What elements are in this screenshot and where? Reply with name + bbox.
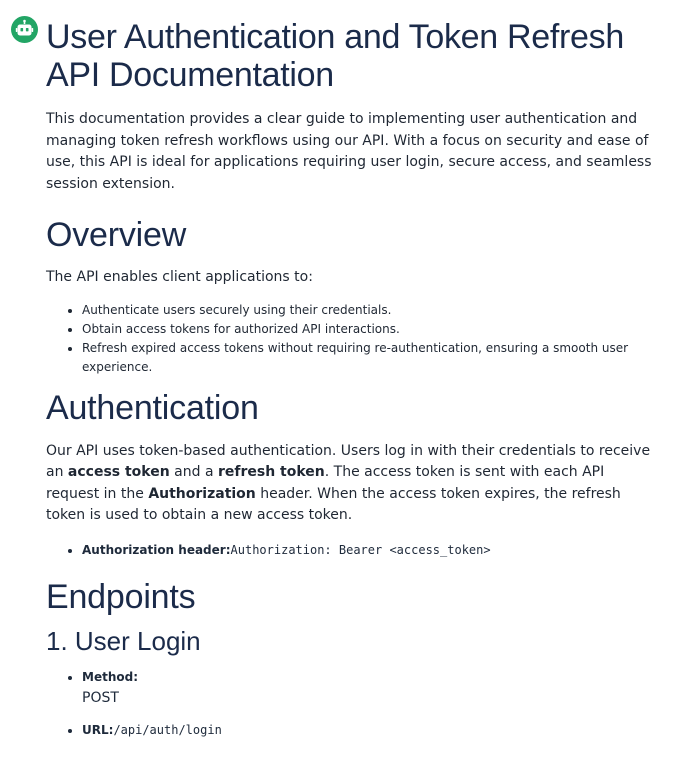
endpoints-heading: Endpoints xyxy=(46,577,196,616)
authentication-paragraph: Our API uses token-based authentication. Users log in with their credentials to receive an access token and a refresh token. The access token is sent with each API request in the Authorization header. When the access token expires, the refresh token is used to obtain a new access token. xyxy=(46,442,651,523)
list-item xyxy=(82,541,658,560)
url-label: URL: xyxy=(82,722,114,737)
overview-lead: The API enables client applications to: xyxy=(46,269,313,285)
method-label: Method: xyxy=(82,669,138,684)
page-title: User Authentication and Token Refresh API Documentation xyxy=(46,18,624,94)
authorization-header-label: Authorization header: xyxy=(82,542,231,557)
authentication-heading: Authentication xyxy=(46,388,259,427)
list-item: • Authenticate users securely using their credentials. xyxy=(82,301,658,320)
url-value: /api/auth/login xyxy=(113,722,222,737)
list-item: • Refresh expired access tokens without requiring re-authentication, ensuring a smooth user experience. xyxy=(82,339,658,377)
intro-paragraph: This documentation provides a clear guide to implementing user authentication and managing token refresh workflows using our API. With a focus on security and ease of use, this API is ideal for applications requiring user login, secure access, and seamless session extension. xyxy=(46,111,652,192)
user-login-details xyxy=(46,668,658,740)
list-item: • Obtain access tokens for authorized API interactions. xyxy=(82,320,658,339)
authorization-header-list xyxy=(46,541,658,560)
document-content xyxy=(46,18,658,740)
list-item xyxy=(82,668,658,709)
overview-heading: Overview xyxy=(46,216,187,254)
authorization-header-value: Authorization: Bearer <access_token> xyxy=(230,542,491,557)
list-item xyxy=(82,721,658,740)
user-login-heading: 1. User Login xyxy=(46,625,201,656)
overview-list xyxy=(46,301,658,377)
robot-icon xyxy=(11,16,38,43)
method-value: POST xyxy=(82,689,119,706)
